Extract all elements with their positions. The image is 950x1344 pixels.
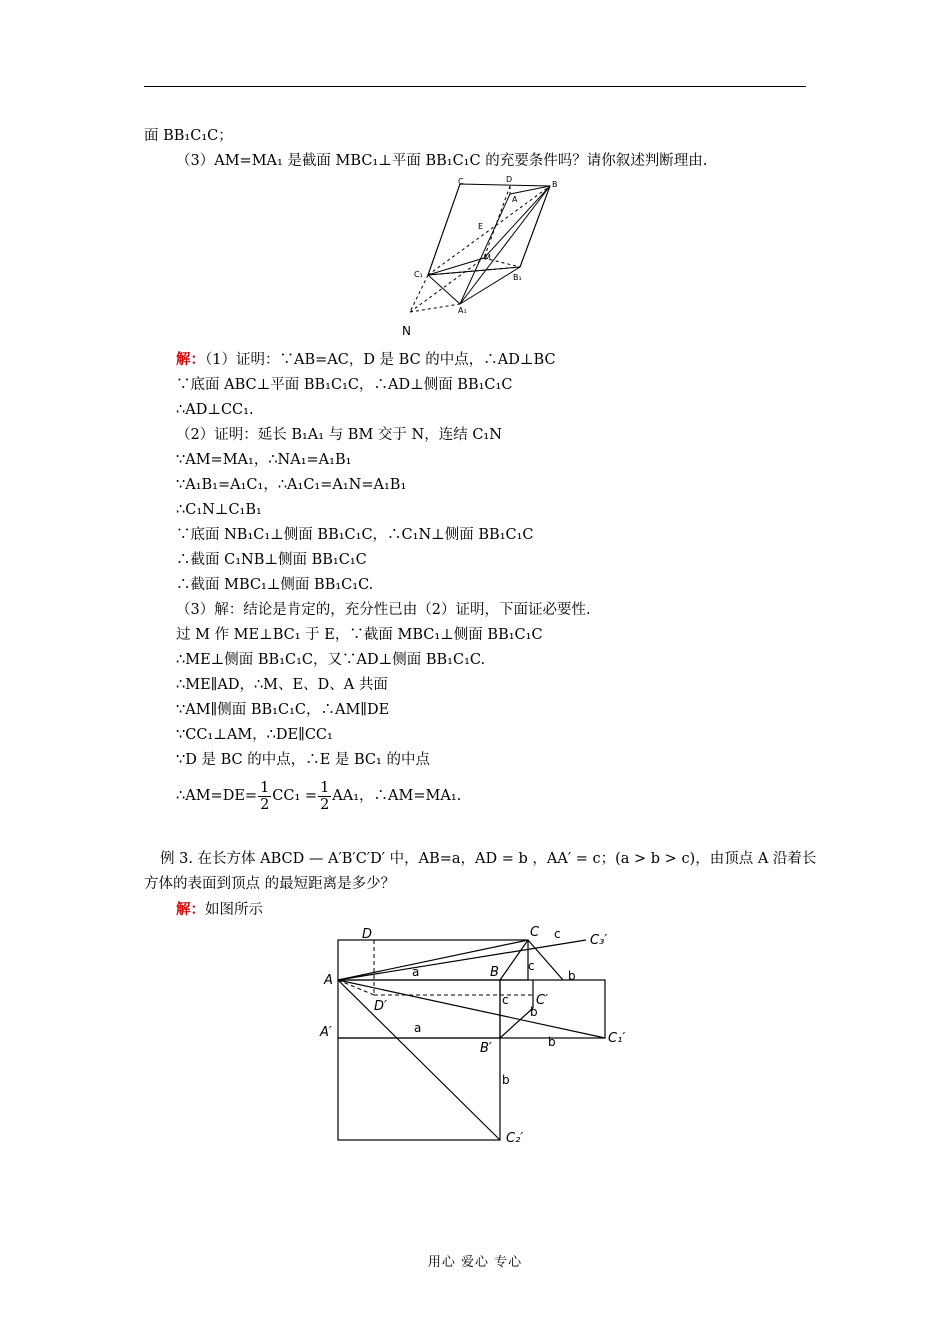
text-line: （2）证明：延长 B₁A₁ 与 BM 交于 N，连结 C₁N	[176, 427, 502, 443]
edge-b: b	[502, 1073, 510, 1087]
label-C: C	[458, 177, 464, 186]
label-C3-prime: C₃′	[590, 933, 608, 948]
text-line: ∵底面 NB₁C₁⊥侧面 BB₁C₁C，∴C₁N⊥侧面 BB₁C₁C	[176, 527, 534, 543]
unfold-figure	[318, 920, 638, 1152]
label-B1: B₁	[513, 273, 522, 282]
text-line: ∵CC₁⊥AM，∴DE∥CC₁	[176, 727, 333, 743]
label-D: D	[362, 927, 373, 942]
fraction-half	[318, 780, 331, 813]
text-line: ∵AM=MA₁，∴NA₁=A₁B₁	[176, 452, 352, 468]
text-line: ∴ME⊥侧面 BB₁C₁C，又∵AD⊥侧面 BB₁C₁C.	[176, 652, 486, 668]
label-M: M	[484, 253, 491, 262]
solution-1	[176, 350, 556, 370]
text-line: ∴截面 MBC₁⊥侧面 BB₁C₁C.	[176, 577, 374, 593]
right-face	[500, 980, 605, 1038]
edge-c: c	[554, 927, 561, 941]
label-C-prime: C′	[536, 993, 549, 1008]
label-C2-prime: C₂′	[506, 1131, 524, 1146]
solution-label: 解：	[176, 901, 205, 918]
label-A: A	[324, 973, 333, 988]
label-B-prime: B′	[480, 1041, 492, 1056]
conclusion-line	[176, 776, 461, 816]
prism-figure	[400, 172, 570, 342]
fraction-half	[258, 780, 271, 813]
text-line: ∴ME∥AD，∴M、E、D、A 共面	[176, 677, 388, 693]
conclusion-part-b: CC₁ =	[272, 788, 318, 804]
edge-b: b	[568, 969, 576, 983]
label-D-prime: D′	[374, 999, 387, 1014]
edge-c: c	[502, 993, 509, 1007]
text-line: ∴C₁N⊥C₁B₁	[176, 502, 262, 518]
conclusion-part-a: ∴AM=DE=	[176, 788, 258, 804]
text-line: ∵A₁B₁=A₁C₁，∴A₁C₁=A₁N=A₁B₁	[176, 477, 407, 493]
label-E: E	[478, 222, 484, 231]
label-A1: A₁	[458, 306, 467, 315]
edge-b: b	[530, 1005, 538, 1019]
example-3: 例 3. 在长方体 ABCD — A′B′C′D′ 中，AB=a，AD = b ，AA′ = c；(a > b > c)，由顶点 A 沿着长	[160, 851, 817, 867]
solution-2-text: 如图所示	[205, 902, 263, 918]
solution-2	[176, 900, 263, 920]
edge-c: c	[528, 959, 535, 973]
label-C1-prime: C₁′	[608, 1031, 626, 1046]
text-line: （3）解：结论是肯定的，充分性已由（2）证明，下面证必要性.	[176, 602, 591, 618]
bottom-face	[338, 1038, 500, 1140]
label-B: B	[552, 180, 558, 189]
label-N: N	[402, 324, 411, 338]
label-C: C	[530, 925, 540, 940]
label-D: D	[506, 175, 513, 184]
solution-1-text: （1）证明：∵AB=AC，D 是 BC 的中点，∴AD⊥BC	[205, 352, 556, 368]
fraction-numerator: 1	[320, 779, 330, 796]
edge-a: a	[414, 1021, 422, 1035]
text-line: ∴AD⊥CC₁.	[176, 402, 254, 418]
label-B: B	[490, 965, 499, 980]
text-line: ∵底面 ABC⊥平面 BB₁C₁C，∴AD⊥侧面 BB₁C₁C	[176, 377, 513, 393]
edge-a: a	[412, 965, 420, 979]
conclusion-part-c: AA₁，∴AM=MA₁.	[332, 788, 462, 804]
edge-b: b	[548, 1035, 556, 1049]
solution-label: 解：	[176, 351, 205, 368]
text-line: ∴截面 C₁NB⊥侧面 BB₁C₁C	[176, 552, 367, 568]
question-3: （3）AM=MA₁ 是截面 MBC₁⊥平面 BB₁C₁C 的充要条件吗？请你叙述判断理由.	[176, 153, 708, 169]
text-line: 过 M 作 ME⊥BC₁ 于 E，∵截面 MBC₁⊥侧面 BB₁C₁C	[176, 627, 543, 643]
label-C1: C₁	[414, 270, 423, 279]
text-line: 面 BB₁C₁C；	[144, 128, 233, 144]
fraction-denominator: 2	[260, 796, 270, 813]
fraction-numerator: 1	[260, 779, 270, 796]
fraction-denominator: 2	[320, 796, 330, 813]
label-A: A	[512, 195, 518, 204]
label-A-prime: A′	[320, 1025, 332, 1040]
text-line: ∵AM∥侧面 BB₁C₁C，∴AM∥DE	[176, 702, 390, 718]
header-rule	[144, 86, 806, 87]
page-footer: 用心 爱心 专心	[427, 1255, 523, 1270]
text-line: ∵D 是 BC 的中点，∴E 是 BC₁ 的中点	[176, 752, 430, 768]
text-line: 方体的表面到顶点 的最短距离是多少？	[144, 876, 396, 892]
